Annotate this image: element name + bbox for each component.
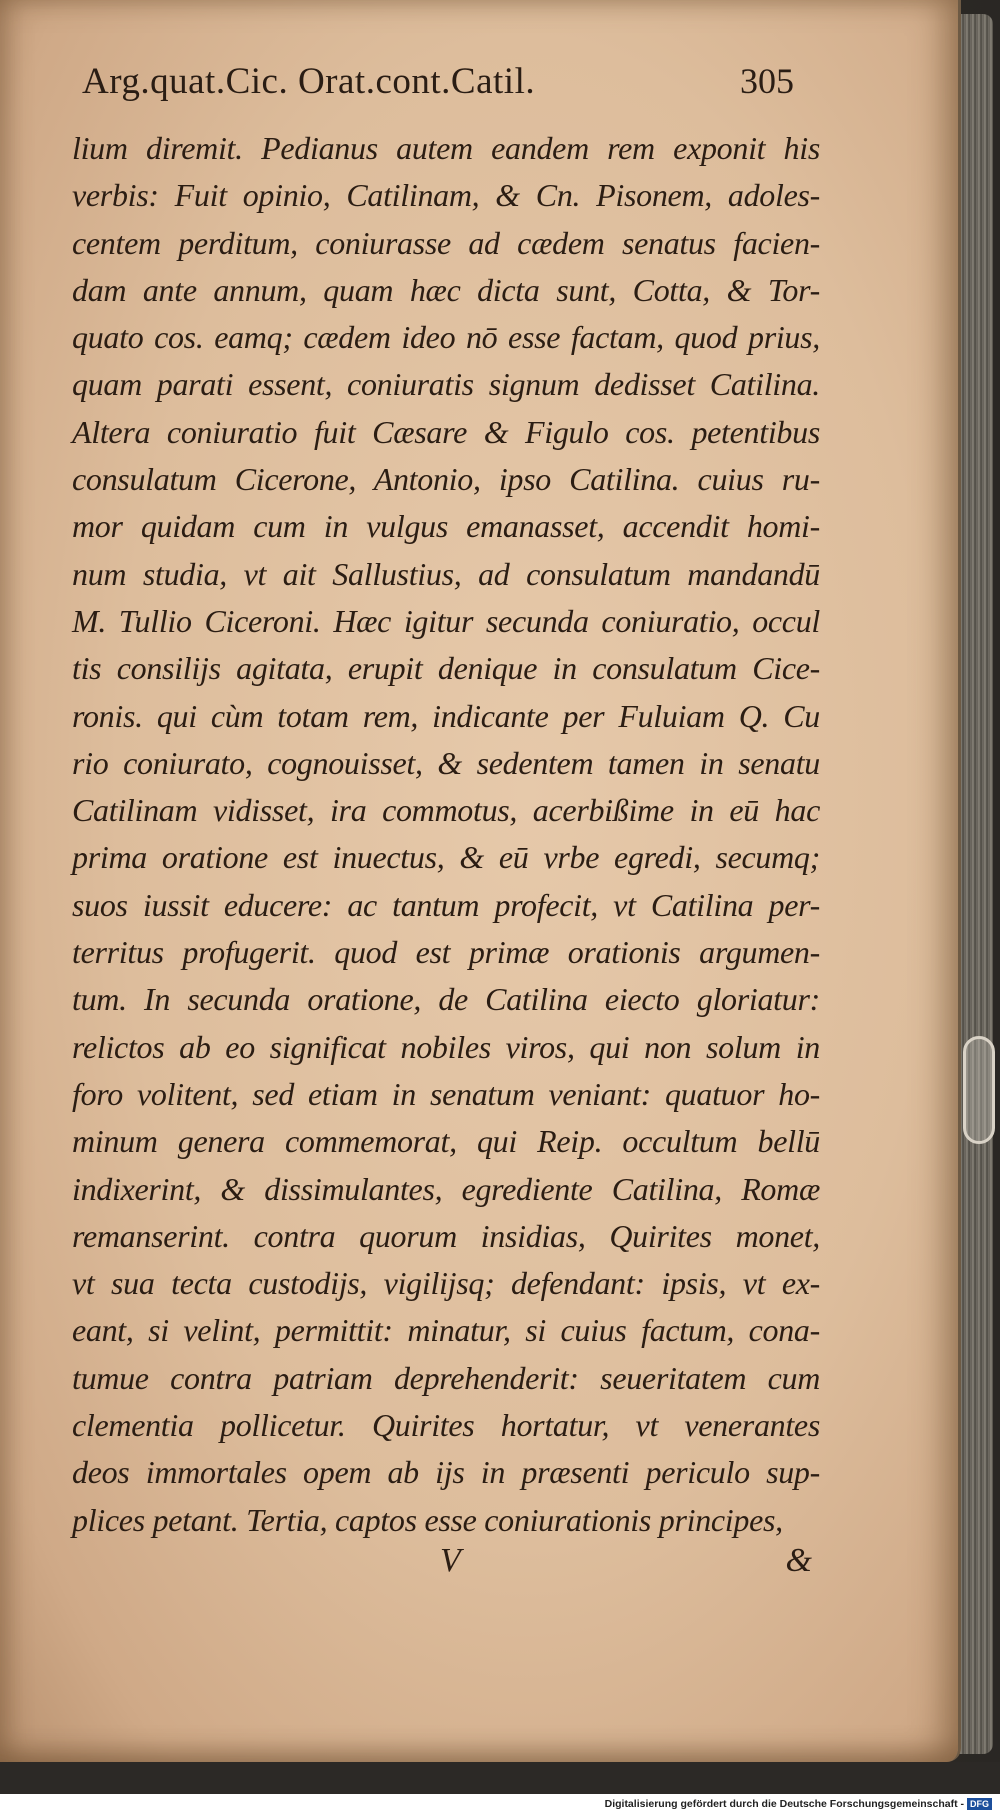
text-line: centem perditum, coniurasse ad cædem senatus facien- [72, 224, 820, 261]
text-line: verbis: Fuit opinio, Catilinam, & Cn. Pisonem, adoles- [72, 177, 820, 214]
page-number: 305 [740, 61, 794, 101]
text-line: relictos ab eo significat nobiles viros, qui non solum in [72, 1028, 820, 1065]
text-line: num studia, vt ait Sallustius, ad consulatum mandandū [72, 555, 820, 592]
text-line: consulatum Cicerone, Antonio, ipso Catilina. cuius ru- [72, 461, 820, 498]
dfg-logo: DFG [967, 1798, 992, 1810]
text-line: territus profugerit. quod est primæ orationis argumen- [72, 934, 820, 971]
text-line: prima oratione est inuectus, & eū vrbe egredi, secumq; [72, 839, 820, 876]
text-line: Catilinam vidisset, ira commotus, acerbißime in eū hac [72, 792, 820, 829]
book-clasp [963, 1036, 995, 1144]
body-text [72, 125, 820, 1544]
text-line: quam parati essent, coniuratis signum dedisset Catilina. [72, 366, 820, 403]
text-line: foro volitent, sed etiam in senatum veniant: quatuor ho- [72, 1075, 820, 1112]
text-line: plices petant. Tertia, captos esse coniurationis principes, [72, 1501, 783, 1538]
text-line: mor quidam cum in vulgus emanasset, accendit homi- [72, 508, 820, 545]
text-line: tumue contra patriam deprehenderit: seueritatem cum [72, 1359, 820, 1396]
text-line: Altera coniuratio fuit Cæsare & Figulo cos. petentibus [72, 413, 820, 450]
text-line: ronis. qui cùm totam rem, indicante per Fuluiam Q. Cu [72, 697, 820, 734]
text-line: minum genera commemorat, qui Reip. occultum bellū [72, 1123, 820, 1160]
text-line: clementia pollicetur. Quirites hortatur, vt venerantes [72, 1407, 820, 1444]
text-line: deos immortales opem ab ijs in præsenti periculo sup- [72, 1454, 820, 1491]
text-line: indixerint, & dissimulantes, egrediente Catilina, Romæ [72, 1170, 820, 1207]
running-title: Arg.quat.Cic. Orat.cont.Catil. [82, 61, 536, 102]
text-line: M. Tullio Ciceroni. Hæc igitur secunda coniuratio, occul [72, 602, 820, 639]
footer-bar [0, 1794, 1000, 1814]
text-line: eant, si velint, permittit: minatur, si cuius factum, cona- [72, 1312, 820, 1349]
text-line: quato cos. eamq; cædem ideo nō esse factam, quod prius, [72, 319, 820, 356]
catchword: & [785, 1542, 812, 1579]
text-line: tis consilijs agitata, erupit denique in consulatum Cice- [72, 650, 820, 687]
text-line: rio coniurato, cognouisset, & sedentem tamen in senatu [72, 744, 820, 781]
text-line: vt sua tecta custodijs, vigilijsq; defendant: ipsis, vt ex- [72, 1265, 820, 1302]
page-header [82, 60, 794, 116]
text-line: tum. In secunda oratione, de Catilina eiecto gloriatur: [72, 981, 820, 1018]
signature-line [440, 1542, 812, 1586]
signature-mark: V [440, 1542, 461, 1579]
text-line: suos iussit educere: ac tantum profecit, vt Catilina per- [72, 886, 820, 923]
text-line: dam ante annum, quam hæc dicta sunt, Cotta, & Tor- [72, 271, 820, 308]
footer-credit: Digitalisierung gefördert durch die Deutsche Forschungsgemeinschaft - [604, 1798, 964, 1810]
text-line: lium diremit. Pedianus autem eandem rem exponit his [72, 130, 820, 166]
text-line: remanserint. contra quorum insidias, Quirites monet, [72, 1217, 820, 1254]
book-bottom-edge [0, 1762, 1000, 1794]
